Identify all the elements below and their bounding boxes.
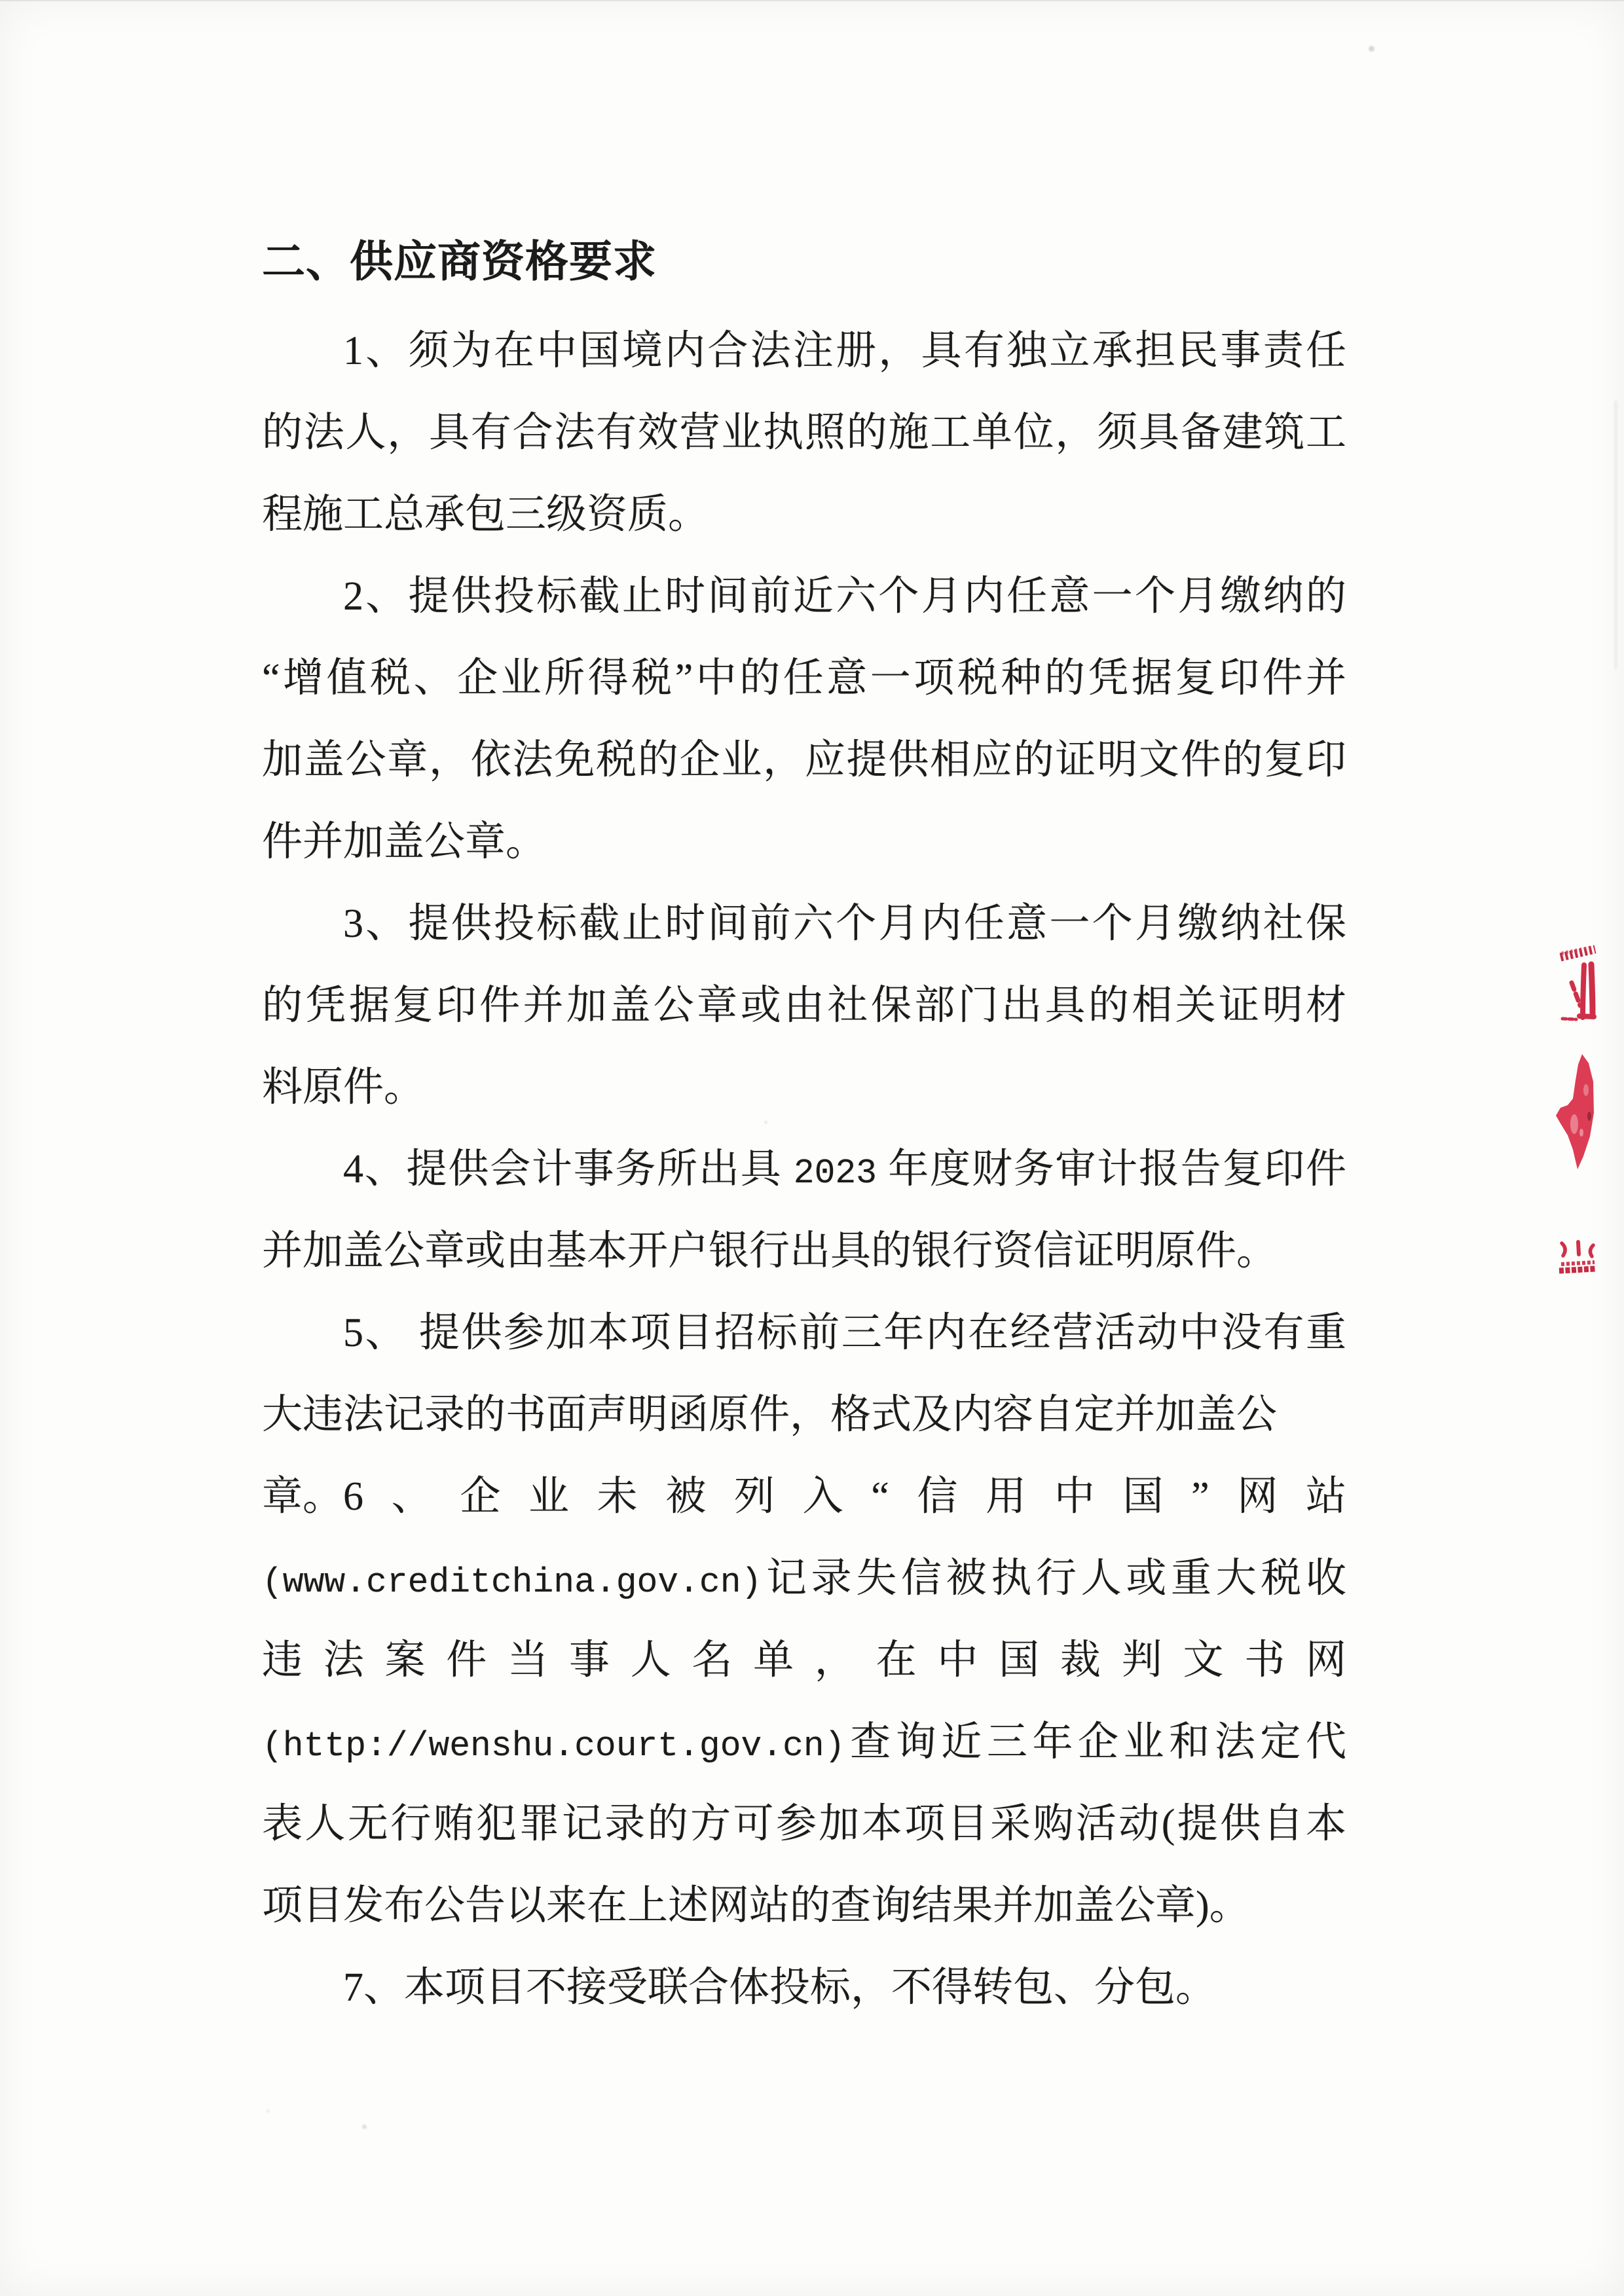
latin-mono-segment: (http://wenshu.court.gov.cn)	[262, 1726, 845, 1766]
scan-artifact-line	[1615, 401, 1617, 669]
cjk-text-segment: 加盖公章，依法免税的企业，应提供相应的证明文件的复印	[262, 738, 1346, 782]
cjk-text-segment: 件并加盖公章。	[262, 820, 547, 864]
paragraph-7	[262, 1947, 1346, 2029]
text-line	[262, 392, 1346, 474]
text-line	[262, 310, 1346, 392]
cjk-text-segment: 查询近三年企业和法定代	[845, 1720, 1346, 1764]
text-line	[262, 638, 1346, 720]
stamp-character-strokes-icon	[1562, 964, 1594, 1019]
text-line	[262, 883, 1346, 965]
seal-stamp-fragments	[1532, 913, 1624, 1306]
scan-artifact-dot	[267, 2109, 270, 2113]
stamp-edge-stripe-bottom-icon	[1559, 1262, 1595, 1271]
section-heading: 二、供应商资格要求	[262, 237, 657, 285]
cjk-text-segment: “增值税、企业所得税”中的任意一项税种的凭据复印件并	[262, 656, 1346, 701]
cjk-text-segment: 程施工总承包三级资质。	[262, 492, 709, 537]
cjk-text-segment: 项目发布公告以来在上述网站的查询结果并加盖公章)。	[262, 1884, 1250, 1928]
cjk-text-segment: 1、须为在中国境内合法注册，具有独立承担民事责任	[343, 329, 1346, 373]
text-line	[262, 1865, 1346, 1947]
text-line	[262, 720, 1346, 801]
cjk-text-segment: 4、提供会计事务所出具	[343, 1147, 794, 1192]
cjk-text-segment: 大违法记录的书面声明函原件，格式及内容自定并加盖公章。	[262, 1393, 1278, 1519]
paragraph-1	[262, 310, 1346, 556]
paragraph-6	[262, 1456, 1346, 1947]
text-line	[262, 1783, 1346, 1865]
text-line	[262, 1211, 1346, 1292]
text-line	[262, 1456, 1346, 1538]
cjk-text-segment: 并加盖公章或由基本开户银行出具的银行资信证明原件。	[262, 1229, 1278, 1273]
cjk-text-segment: 7、本项目不接受联合体投标，不得转包、分包。	[343, 1965, 1217, 2010]
text-line	[262, 474, 1346, 556]
cjk-text-segment: 料原件。	[262, 1065, 425, 1110]
cjk-text-segment: 6、企业未被列入“信用中国”网站	[343, 1474, 1346, 1519]
cjk-text-segment: 年度财务审计报告复印件	[877, 1147, 1346, 1192]
text-line	[262, 1047, 1346, 1129]
paragraph-2	[262, 556, 1346, 883]
cjk-text-segment: 记录失信被执行人或重大税收	[762, 1556, 1346, 1601]
cjk-text-segment: 2、提供投标截止时间前近六个月内任意一个月缴纳的	[343, 574, 1346, 619]
text-line	[262, 556, 1346, 638]
text-line	[262, 1947, 1346, 2029]
text-line	[262, 1702, 1346, 1783]
stamp-glyph-marks-icon	[1562, 1242, 1593, 1256]
latin-mono-segment: (www.creditchina.gov.cn)	[262, 1563, 762, 1602]
paragraph-3	[262, 883, 1346, 1129]
cjk-text-segment: 的法人，具有合法有效营业执照的施工单位，须具备建筑工	[262, 410, 1346, 455]
cjk-text-segment: 的凭据复印件并加盖公章或由社保部门出具的相关证明材	[262, 983, 1346, 1028]
text-line	[262, 965, 1346, 1047]
stamp-solid-blob-icon	[1556, 1054, 1594, 1169]
text-line	[262, 801, 1346, 883]
cjk-text-segment: 3、提供投标截止时间前六个月内任意一个月缴纳社保	[343, 902, 1346, 946]
document-body	[262, 310, 1346, 2029]
latin-mono-segment: 2023	[793, 1154, 877, 1193]
text-line	[262, 1129, 1346, 1211]
cjk-text-segment: 表人无行贿犯罪记录的方可参加本项目采购活动(提供自本	[262, 1802, 1346, 1846]
text-line	[262, 1538, 1346, 1620]
text-line	[262, 1620, 1346, 1702]
scan-artifact-dot	[1369, 46, 1375, 52]
text-line	[262, 1292, 1346, 1374]
scan-artifact-dot	[362, 2124, 367, 2129]
cjk-text-segment: 违法案件当事人名单，在中国裁判文书网	[262, 1638, 1346, 1683]
cjk-text-segment: 5、 提供参加本项目招标前三年内在经营活动中没有重	[343, 1311, 1346, 1355]
paragraph-4	[262, 1129, 1346, 1292]
stamp-edge-stripe-top-icon	[1560, 947, 1595, 957]
scan-artifact-dot	[764, 1121, 767, 1124]
